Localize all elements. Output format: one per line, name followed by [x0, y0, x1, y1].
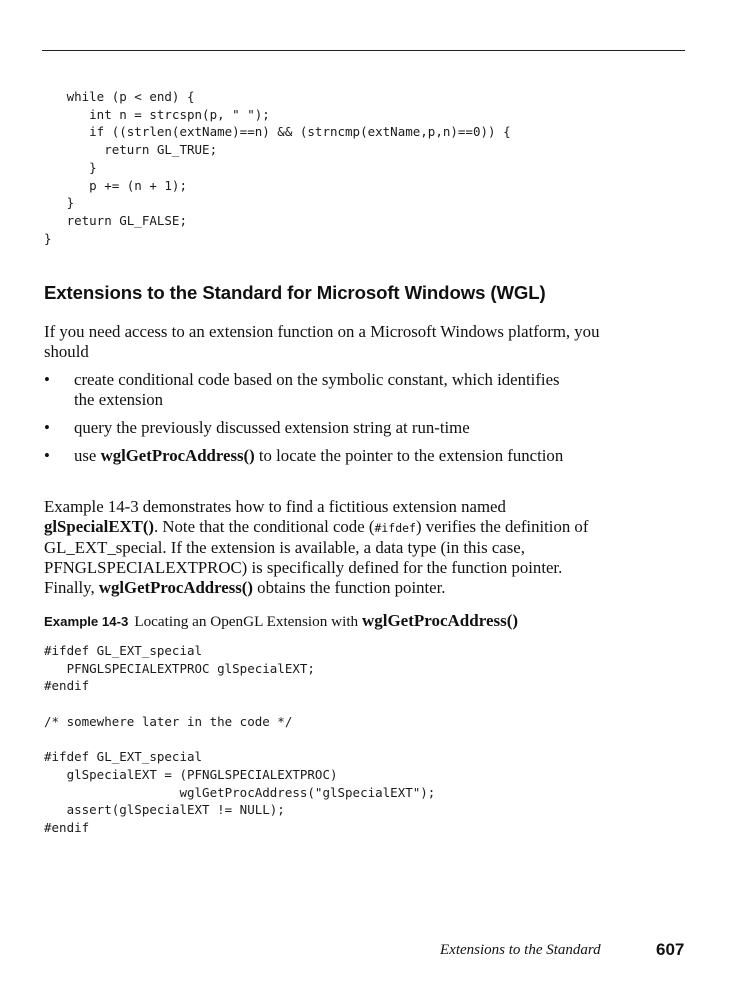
- example-title-function: wglGetProcAddress(): [361, 611, 519, 630]
- bullet-text-post: to locate the pointer to the extension function: [254, 446, 564, 465]
- intro-paragraph: If you need access to an extension function on a Microsoft Windows platform, you should: [44, 322, 600, 361]
- example-caption: [44, 611, 518, 631]
- bullet-item: [44, 370, 584, 410]
- paragraph-text: . Note that the conditional code (: [154, 517, 375, 536]
- inline-code: #ifdef: [374, 521, 416, 535]
- example-title-text: Locating an OpenGL Extension with: [134, 613, 362, 630]
- example-label: Example 14-3: [44, 614, 129, 629]
- bullet-marker: •: [44, 370, 50, 389]
- code-block-extension-check: while (p < end) { int n = strcspn(p, " "); if ((strlen(extName)==n) && (strncmp(extName,p,n)==0)) { return GL_TRUE; } p += (n + 1); } return GL_FALSE; }: [44, 89, 511, 246]
- page-number: 607: [656, 940, 685, 959]
- bullet-item: [44, 446, 584, 466]
- bullet-function-name: wglGetProcAddress(): [100, 446, 255, 465]
- header-rule: [42, 50, 685, 51]
- example-title: [134, 613, 518, 630]
- bullet-marker: •: [44, 418, 50, 437]
- bullet-text-pre: use: [74, 446, 101, 465]
- paragraph-text: ) verifies the definition of GL_EXT_special. If the extension is available, a data type (in this case, PFNGLSPECIALEXTPROC) is specifically defined for the function pointer. Finally,: [44, 517, 589, 597]
- bullet-list: [44, 370, 584, 474]
- code-block-wgl-example: #ifdef GL_EXT_special PFNGLSPECIALEXTPROC glSpecialEXT; #endif /* somewhere later in the code */ #ifdef GL_EXT_special glSpecialEXT = (PFNGLSPECIALEXTPROC) wglGetProcAddress("glSpecialEXT"); assert(glSpecialEXT != NULL); #endif: [44, 643, 436, 836]
- function-name: glSpecialEXT(): [44, 517, 155, 536]
- bullet-text: create conditional code based on the symbolic constant, which identifies the extension: [74, 370, 560, 409]
- example-description-paragraph: [44, 497, 614, 598]
- bullet-text: query the previously discussed extension string at run-time: [74, 418, 470, 437]
- bullet-marker: •: [44, 446, 50, 465]
- bullet-item: [44, 418, 584, 438]
- paragraph-text: Example 14-3 demonstrates how to find a fictitious extension named: [44, 497, 506, 516]
- running-footer-title: Extensions to the Standard: [440, 942, 601, 958]
- paragraph-text: obtains the function pointer.: [252, 578, 446, 597]
- section-heading: Extensions to the Standard for Microsoft Windows (WGL): [44, 282, 546, 303]
- function-name: wglGetProcAddress(): [98, 578, 253, 597]
